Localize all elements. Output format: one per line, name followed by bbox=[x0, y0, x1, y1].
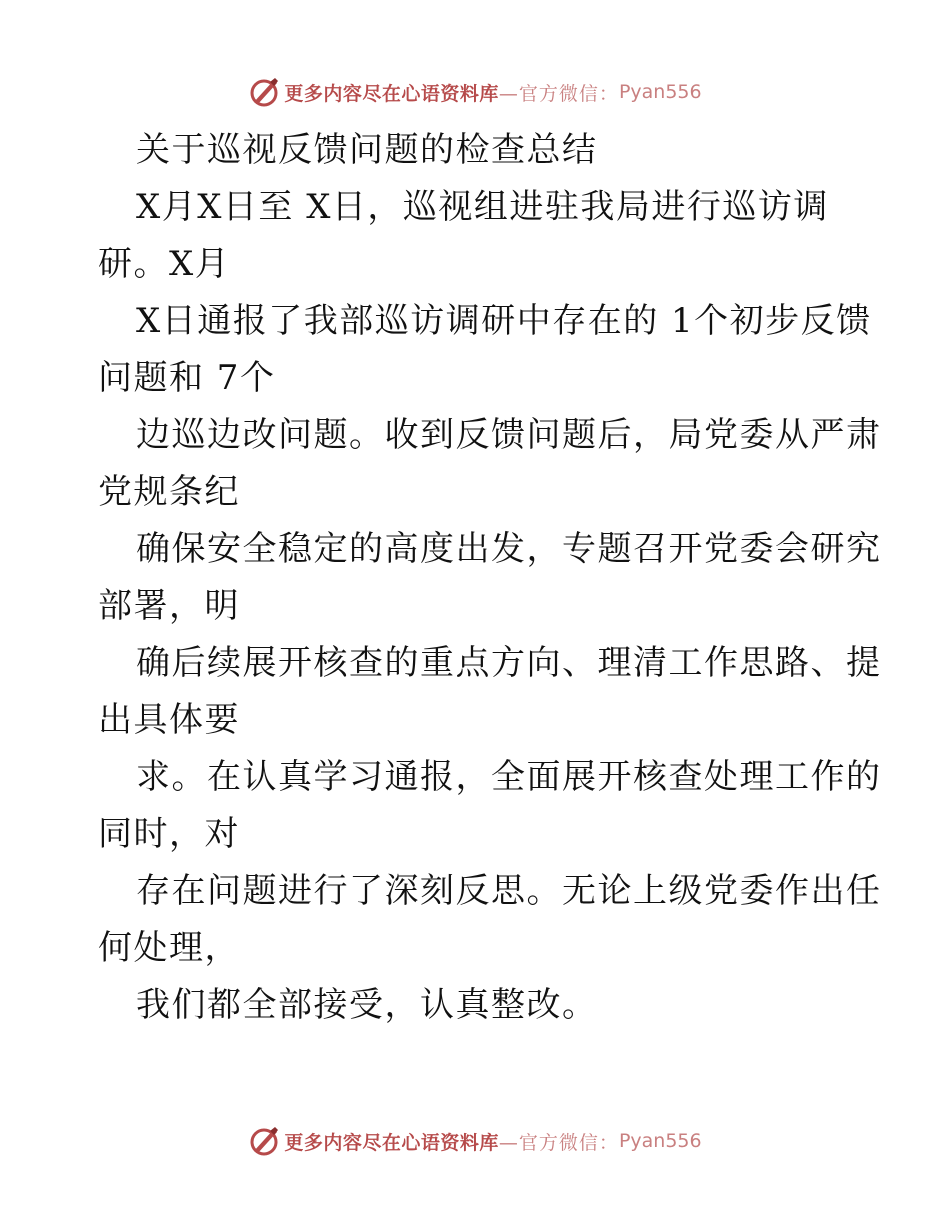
paragraph-line: 确保安全稳定的高度出发，专题召开党委会研究 bbox=[136, 529, 882, 569]
watermark-text: 更多内容尽在心语资料库 bbox=[284, 82, 499, 105]
header-watermark bbox=[0, 72, 950, 112]
paragraph-line: 同时，对 bbox=[98, 814, 240, 854]
paragraph-line: 确后续展开核查的重点方向、理清工作思路、提 bbox=[136, 643, 882, 683]
paragraph-line: 边巡边改问题。收到反馈问题后，局党委从严肃 bbox=[136, 415, 882, 455]
paragraph-line: 我们都全部接受，认真整改。 bbox=[136, 985, 598, 1025]
quill-pen-logo-icon bbox=[248, 76, 280, 108]
paragraph-line: 出具体要 bbox=[98, 700, 240, 740]
paragraph-line: 何处理， bbox=[98, 928, 240, 968]
watermark-official-label: —官方微信： bbox=[498, 1131, 619, 1154]
paragraph-line: 党规条纪 bbox=[98, 472, 240, 512]
paragraph-line: 部署，明 bbox=[98, 586, 240, 626]
document-body bbox=[98, 122, 882, 1034]
paragraph-line: X日通报了我部巡访调研中存在的 1个初步反馈 bbox=[136, 301, 872, 341]
paragraph-line: 问题和 7个 bbox=[98, 358, 276, 398]
watermark-text: 更多内容尽在心语资料库 bbox=[284, 1131, 499, 1154]
paragraph-line: 研。X月 bbox=[98, 244, 231, 284]
document-title: 关于巡视反馈问题的检查总结 bbox=[136, 130, 598, 170]
watermark-wechat-id: Pyan556 bbox=[618, 1130, 702, 1152]
paragraph-line: X月X日至 X日，巡视组进驻我局进行巡访调 bbox=[136, 187, 829, 227]
footer-watermark bbox=[0, 1121, 950, 1161]
quill-pen-logo-icon bbox=[248, 1125, 280, 1157]
watermark-official-label: —官方微信： bbox=[498, 82, 619, 105]
paragraph-line: 求。在认真学习通报，全面展开核查处理工作的 bbox=[136, 757, 882, 797]
paragraph-line: 存在问题进行了深刻反思。无论上级党委作出任 bbox=[136, 871, 882, 911]
watermark-wechat-id: Pyan556 bbox=[618, 81, 702, 103]
